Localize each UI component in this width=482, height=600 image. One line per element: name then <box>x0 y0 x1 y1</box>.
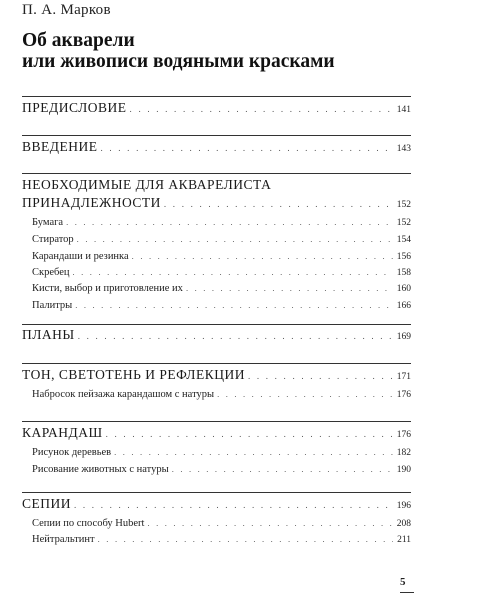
toc-entry-page: 143 <box>396 144 411 154</box>
toc-entry-page: 141 <box>396 105 411 115</box>
toc-subentry-page: 156 <box>396 252 411 262</box>
toc-subentry-label: Сепии по способу Hubert <box>32 518 145 529</box>
toc-entry-pencil[interactable] <box>22 425 411 441</box>
leader-dots <box>164 199 393 209</box>
toc-subentry[interactable] <box>32 534 411 545</box>
page-title <box>22 30 335 72</box>
leader-dots <box>98 534 393 544</box>
toc-subentry-label: Палитры <box>32 300 73 311</box>
toc-subentry-label: Стиратор <box>32 234 74 245</box>
toc-subentry[interactable] <box>32 464 411 475</box>
leader-dots <box>248 371 393 381</box>
toc-subentry-page: 154 <box>396 235 411 245</box>
toc-subentry[interactable] <box>32 300 411 311</box>
leader-dots <box>78 331 393 341</box>
toc-entry-preface[interactable] <box>22 100 411 116</box>
toc-subentry-label: Бумага <box>32 217 64 228</box>
toc-subentry-label: Рисование животных с натуры <box>32 464 169 475</box>
toc-entry-sepia[interactable] <box>22 496 411 512</box>
toc-entry-page: 171 <box>396 372 411 382</box>
toc-entry-label: ПРИНАДЛЕЖНОСТИ <box>22 195 161 210</box>
section-divider <box>22 363 411 364</box>
leader-dots <box>130 104 393 114</box>
leader-dots <box>73 267 393 277</box>
section-divider <box>22 324 411 325</box>
page-number-rule <box>400 592 414 593</box>
toc-subentry[interactable] <box>32 267 411 278</box>
title-line-2: или живописи водяными красками <box>22 51 335 72</box>
section-divider <box>22 96 411 97</box>
section-divider <box>22 173 411 174</box>
toc-entry-label: ТОН, СВЕТОТЕНЬ И РЕФЛЕКЦИИ <box>22 367 245 382</box>
toc-entry-label: КАРАНДАШ <box>22 425 103 440</box>
leader-dots <box>186 283 393 293</box>
toc-subentry-page: 211 <box>397 535 411 545</box>
toc-subentry-label: Кисти, выбор и приготовление их <box>32 283 183 294</box>
section-divider <box>22 492 411 493</box>
author-name: П. А. Марков <box>22 2 111 18</box>
toc-entry-planes[interactable] <box>22 327 411 343</box>
leader-dots <box>132 251 393 261</box>
page-number: 5 <box>400 576 406 588</box>
toc-subentry-label: Рисунок деревьев <box>32 447 112 458</box>
leader-dots <box>147 518 392 528</box>
section-divider <box>22 421 411 422</box>
toc-subentry-page: 166 <box>396 301 411 311</box>
leader-dots <box>74 500 393 510</box>
toc-entry-page: 152 <box>396 200 411 210</box>
leader-dots <box>172 464 393 474</box>
toc-subentry-page: 160 <box>396 284 411 294</box>
toc-subentry[interactable] <box>32 217 411 228</box>
toc-subentry[interactable] <box>32 234 411 245</box>
toc-subentry[interactable] <box>32 447 411 458</box>
leader-dots <box>106 429 393 439</box>
toc-entry-tone[interactable] <box>22 367 411 383</box>
toc-subentry[interactable] <box>32 251 411 262</box>
leader-dots <box>75 300 393 310</box>
toc-subentry-label: Нейтральтинт <box>32 534 95 545</box>
leader-dots <box>114 447 393 457</box>
toc-entry-label: ВВЕДЕНИЕ <box>22 139 98 154</box>
toc-subentry[interactable] <box>32 283 411 294</box>
title-line-1: Об акварели <box>22 30 135 51</box>
toc-entry-introduction[interactable] <box>22 139 411 155</box>
leader-dots <box>66 217 393 227</box>
toc-subentry-page: 190 <box>396 465 411 475</box>
toc-subentry-label: Карандаши и резинка <box>32 251 129 262</box>
toc-subentry-label: Набросок пейзажа карандашом с натуры <box>32 389 215 400</box>
toc-entry-label: ПРЕДИСЛОВИЕ <box>22 100 127 115</box>
toc-subentry[interactable] <box>32 389 411 400</box>
toc-entry-label: СЕПИИ <box>22 496 71 511</box>
toc-subentry[interactable] <box>32 518 411 529</box>
toc-subentry-page: 176 <box>396 390 411 400</box>
leader-dots <box>100 143 392 153</box>
section-divider <box>22 135 411 136</box>
leader-dots <box>217 389 393 399</box>
toc-entry-page: 169 <box>396 332 411 342</box>
toc-subentry-label: Скребец <box>32 267 70 278</box>
toc-subentry-page: 158 <box>396 268 411 278</box>
toc-entry-supplies-line1: НЕОБХОДИМЫЕ ДЛЯ АКВАРЕЛИСТА <box>22 177 272 192</box>
toc-entry-label: ПЛАНЫ <box>22 327 75 342</box>
toc-entry-page: 196 <box>396 501 411 511</box>
toc-subentry-page: 182 <box>396 448 411 458</box>
leader-dots <box>77 234 393 244</box>
toc-subentry-page: 208 <box>396 519 411 529</box>
toc-entry-page: 176 <box>396 430 411 440</box>
toc-entry-supplies[interactable] <box>22 195 411 211</box>
toc-subentry-page: 152 <box>396 218 411 228</box>
